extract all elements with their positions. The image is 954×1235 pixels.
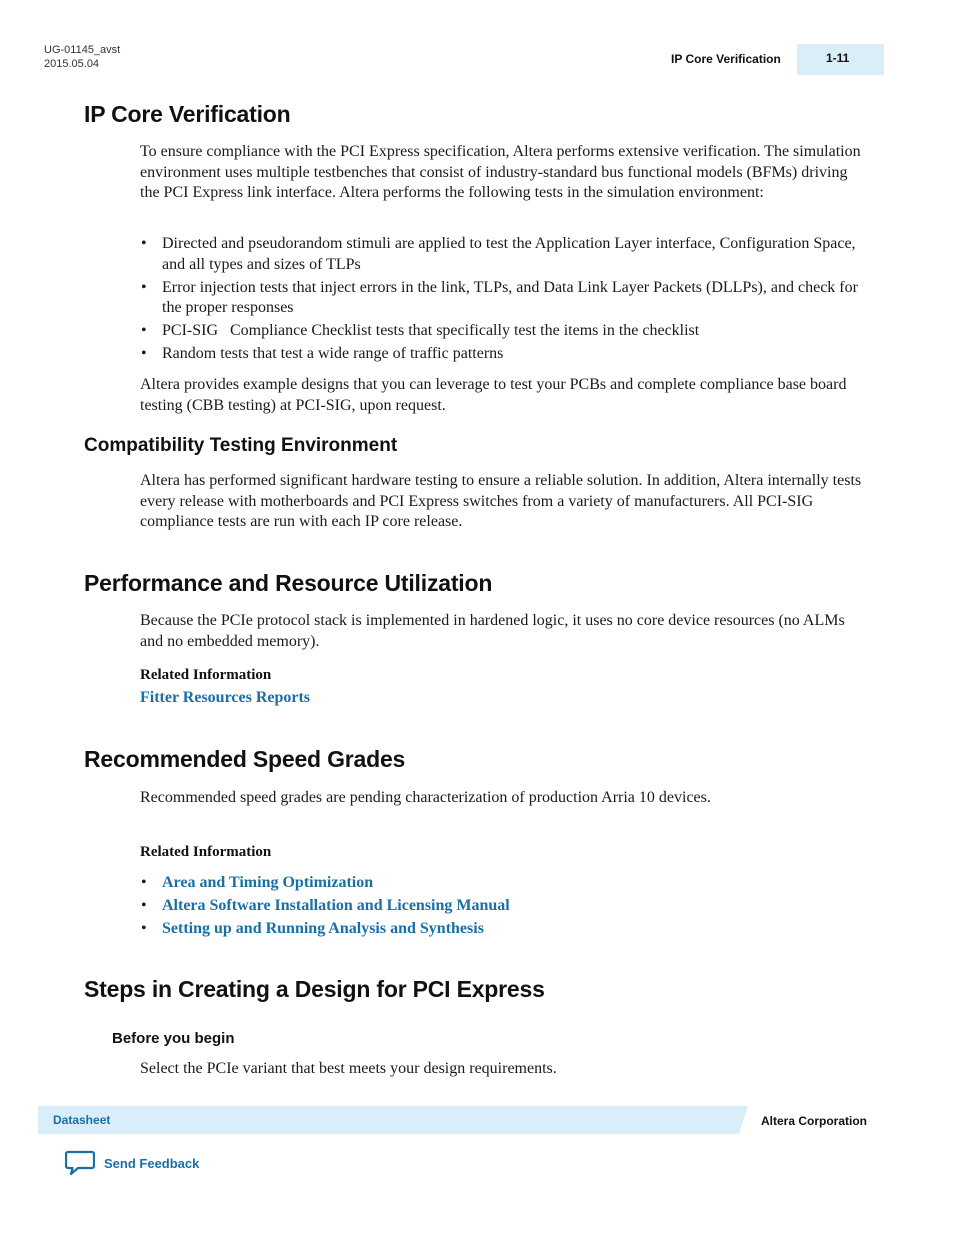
list-item bbox=[140, 896, 510, 917]
doc-date: 2015.05.04 bbox=[44, 58, 100, 70]
send-feedback-label: Send Feedback bbox=[104, 1155, 200, 1171]
heading-ip-core-verification: IP Core Verification bbox=[84, 101, 291, 127]
document-id bbox=[44, 43, 120, 71]
paragraph-compatibility-testing: Altera has performed significant hardware testing to ensure a reliable solution. In addition, Altera internally tests every release with motherboards and PCI Express switches from a variety of manufacturers. All PCI-SIG compliance tests are run with each IP core release. bbox=[140, 472, 862, 531]
subheading-before-you-begin: Before you begin bbox=[112, 1030, 235, 1047]
list-item: • Random tests that test a wide range of traffic patterns bbox=[140, 344, 865, 365]
related-information-heading: Related Information bbox=[140, 667, 272, 683]
doc-number: UG-01145_avst bbox=[44, 44, 121, 56]
send-feedback-link[interactable] bbox=[65, 1150, 199, 1176]
heading-compatibility-testing: Compatibility Testing Environment bbox=[84, 435, 398, 456]
link-software-installation-manual[interactable]: Altera Software Installation and Licensing Manual bbox=[162, 896, 510, 914]
link-area-timing-optimization[interactable]: Area and Timing Optimization bbox=[162, 874, 374, 891]
footer-band bbox=[38, 1106, 748, 1134]
verification-test-list bbox=[140, 234, 865, 368]
link-fitter-resources-reports[interactable]: Fitter Resources Reports bbox=[140, 689, 311, 706]
list-item bbox=[140, 873, 510, 894]
speech-bubble-icon bbox=[65, 1150, 95, 1176]
heading-steps-creating-design: Steps in Creating a Design for PCI Express bbox=[84, 976, 545, 1002]
list-item: • Error injection tests that inject errors in the link, TLPs, and Data Link Layer Packets (DLLPs), and check for the proper responses bbox=[140, 278, 865, 319]
list-item: • Directed and pseudorandom stimuli are applied to test the Application Layer interface, Configuration Space, and all types and sizes of TLPs bbox=[140, 234, 865, 275]
list-item bbox=[140, 919, 510, 940]
page-number-tab: 1-11 bbox=[797, 44, 884, 75]
footer-company: Altera Corporation bbox=[761, 1114, 868, 1128]
heading-performance-resource: Performance and Resource Utilization bbox=[84, 570, 493, 596]
footer-doc-type: Datasheet bbox=[53, 1113, 111, 1127]
paragraph-verification-intro: To ensure compliance with the PCI Express specification, Altera performs extensive verification. The simulation environment uses multiple testbenches that consist of industry‑standard bus functional models (BFMs) driving the PCI Express link interface. Altera performs the following tests in the simulation environment: bbox=[140, 143, 861, 202]
paragraph-speed-grades: Recommended speed grades are pending characterization of production Arria 10 devices. bbox=[140, 789, 711, 806]
paragraph-select-variant: Select the PCIe variant that best meets your design requirements. bbox=[140, 1060, 557, 1077]
paragraph-example-designs: Altera provides example designs that you can leverage to test your PCBs and complete compliance base board testing (CBB testing) at PCI-SIG, upon request. bbox=[140, 376, 847, 414]
related-links-list bbox=[140, 873, 510, 942]
related-information-heading: Related Information bbox=[140, 844, 272, 860]
list-item: • PCI-SIG Compliance Checklist tests that specifically test the items in the checklist bbox=[140, 321, 865, 342]
heading-recommended-speed-grades: Recommended Speed Grades bbox=[84, 746, 406, 772]
link-analysis-synthesis[interactable]: Setting up and Running Analysis and Synthesis bbox=[162, 919, 484, 937]
running-header-section: IP Core Verification bbox=[671, 52, 781, 66]
paragraph-performance: Because the PCIe protocol stack is implemented in hardened logic, it uses no core device resources (no ALMs and no embedded memory). bbox=[140, 612, 845, 650]
